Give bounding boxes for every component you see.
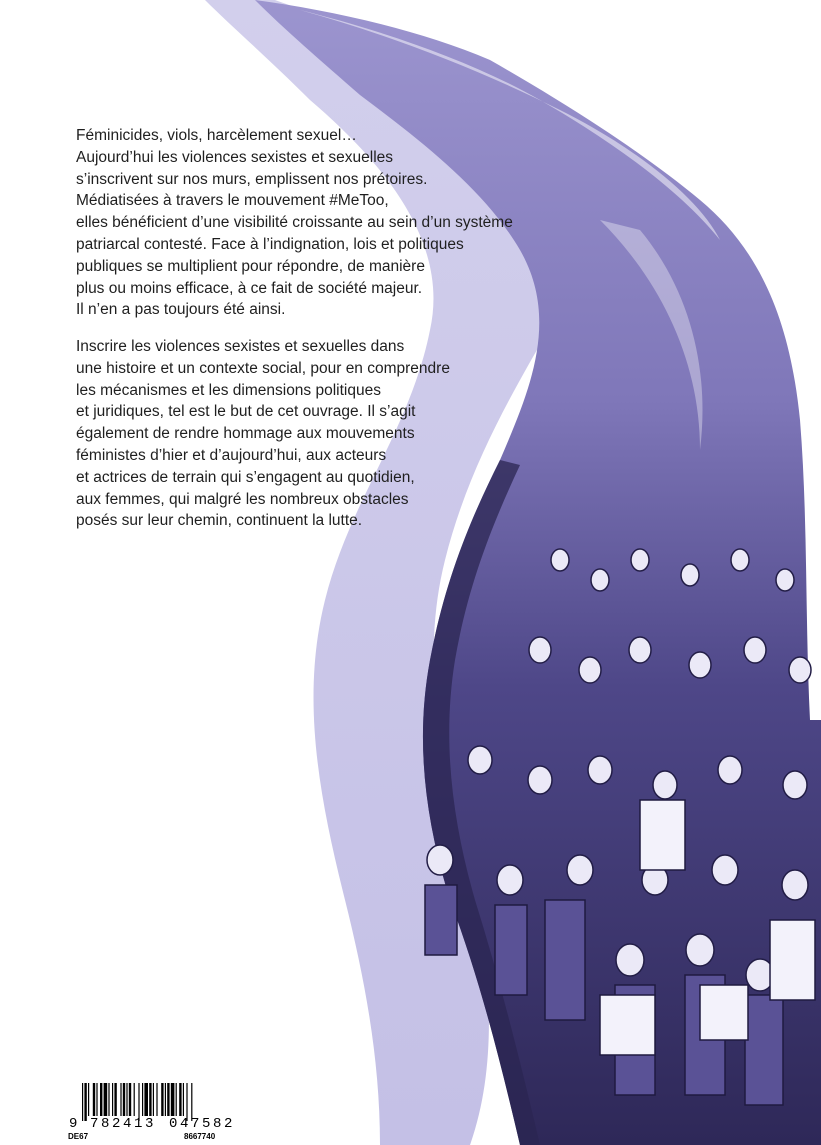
barcode-bar <box>144 1083 148 1116</box>
blurb-line: elles bénéficient d’une visibilité croissante au sein d’un système <box>76 214 513 232</box>
blurb-line: Féminicides, viols, harcèlement sexuel… <box>76 127 357 144</box>
blurb-line: une histoire et un contexte social, pour en comprendre <box>76 359 450 377</box>
barcode-bar <box>149 1083 151 1116</box>
blurb-line: plus ou moins efficace, à ce fait de société majeur. <box>76 279 423 297</box>
barcode-bar <box>161 1083 163 1116</box>
barcode-bar <box>165 1083 166 1116</box>
blurb-line: les mécanismes et les dimensions politiques <box>76 381 381 399</box>
barcode-bar <box>104 1083 108 1116</box>
blurb-line: et juridiques, tel est le but de cet ouvrage. Il s’agit <box>76 403 416 421</box>
barcode-bar <box>82 1083 83 1121</box>
blurb-line: et actrices de terrain qui s’engagent au quotidien, <box>76 468 415 486</box>
barcode-bar <box>108 1083 109 1116</box>
barcode-bar <box>183 1083 184 1116</box>
isbn-barcode <box>66 1077 256 1145</box>
barcode-bar <box>134 1083 135 1116</box>
barcode-bar <box>153 1083 154 1116</box>
blurb-line: Médiatisées à travers le mouvement #MeToo, <box>76 192 389 210</box>
blurb-paragraph-1 <box>76 125 546 321</box>
barcode-bar <box>96 1083 97 1116</box>
barcode-bar <box>167 1083 169 1116</box>
barcode-bar <box>100 1083 102 1116</box>
barcode-bar <box>123 1083 125 1116</box>
barcode-bar <box>93 1083 95 1116</box>
blurb-line: féministes d’hier et d’aujourd’hui, aux acteurs <box>76 446 387 464</box>
blurb-paragraph-2 <box>76 336 546 532</box>
barcode-bar <box>112 1083 113 1116</box>
barcode-bar <box>142 1083 143 1116</box>
isbn-first-digit: 9 <box>69 1116 78 1132</box>
blurb-line: Inscrire les violences sexistes et sexuelles dans <box>76 338 405 355</box>
blurb-line: aux femmes, qui malgré les nombreux obstacles <box>76 490 409 508</box>
barcode-bar <box>156 1083 157 1116</box>
barcode-bar <box>179 1083 181 1116</box>
blurb-line: Il n’en a pas toujours été ainsi. <box>76 301 286 319</box>
barcode-code-left: DE67 <box>68 1132 89 1141</box>
barcode-bar <box>120 1083 121 1116</box>
blurb-line: posés sur leur chemin, continuent la lutte. <box>76 512 363 530</box>
isbn-left-group: 782413 <box>90 1116 157 1132</box>
blurb-line: publiques se multiplient pour répondre, de manière <box>76 257 425 275</box>
blurb-line: patriarcal contesté. Face à l’indignation, lois et politiques <box>76 235 464 253</box>
blurb-line: Aujourd’hui les violences sexistes et sexuelles <box>76 148 394 166</box>
barcode-bar <box>84 1083 86 1121</box>
barcode-bar <box>171 1083 175 1116</box>
barcode-bar <box>176 1083 177 1116</box>
barcode-bar <box>88 1083 89 1116</box>
barcode-bar <box>114 1083 116 1116</box>
barcode-code-right: 8667740 <box>184 1132 216 1141</box>
blurb-line: s’inscrivent sur nos murs, emplissent nos prétoires. <box>76 170 428 188</box>
blurb-line: également de rendre hommage aux mouvements <box>76 425 415 443</box>
barcode-bar <box>126 1083 127 1116</box>
barcode-bar <box>129 1083 131 1116</box>
isbn-right-group: 047582 <box>169 1116 236 1132</box>
